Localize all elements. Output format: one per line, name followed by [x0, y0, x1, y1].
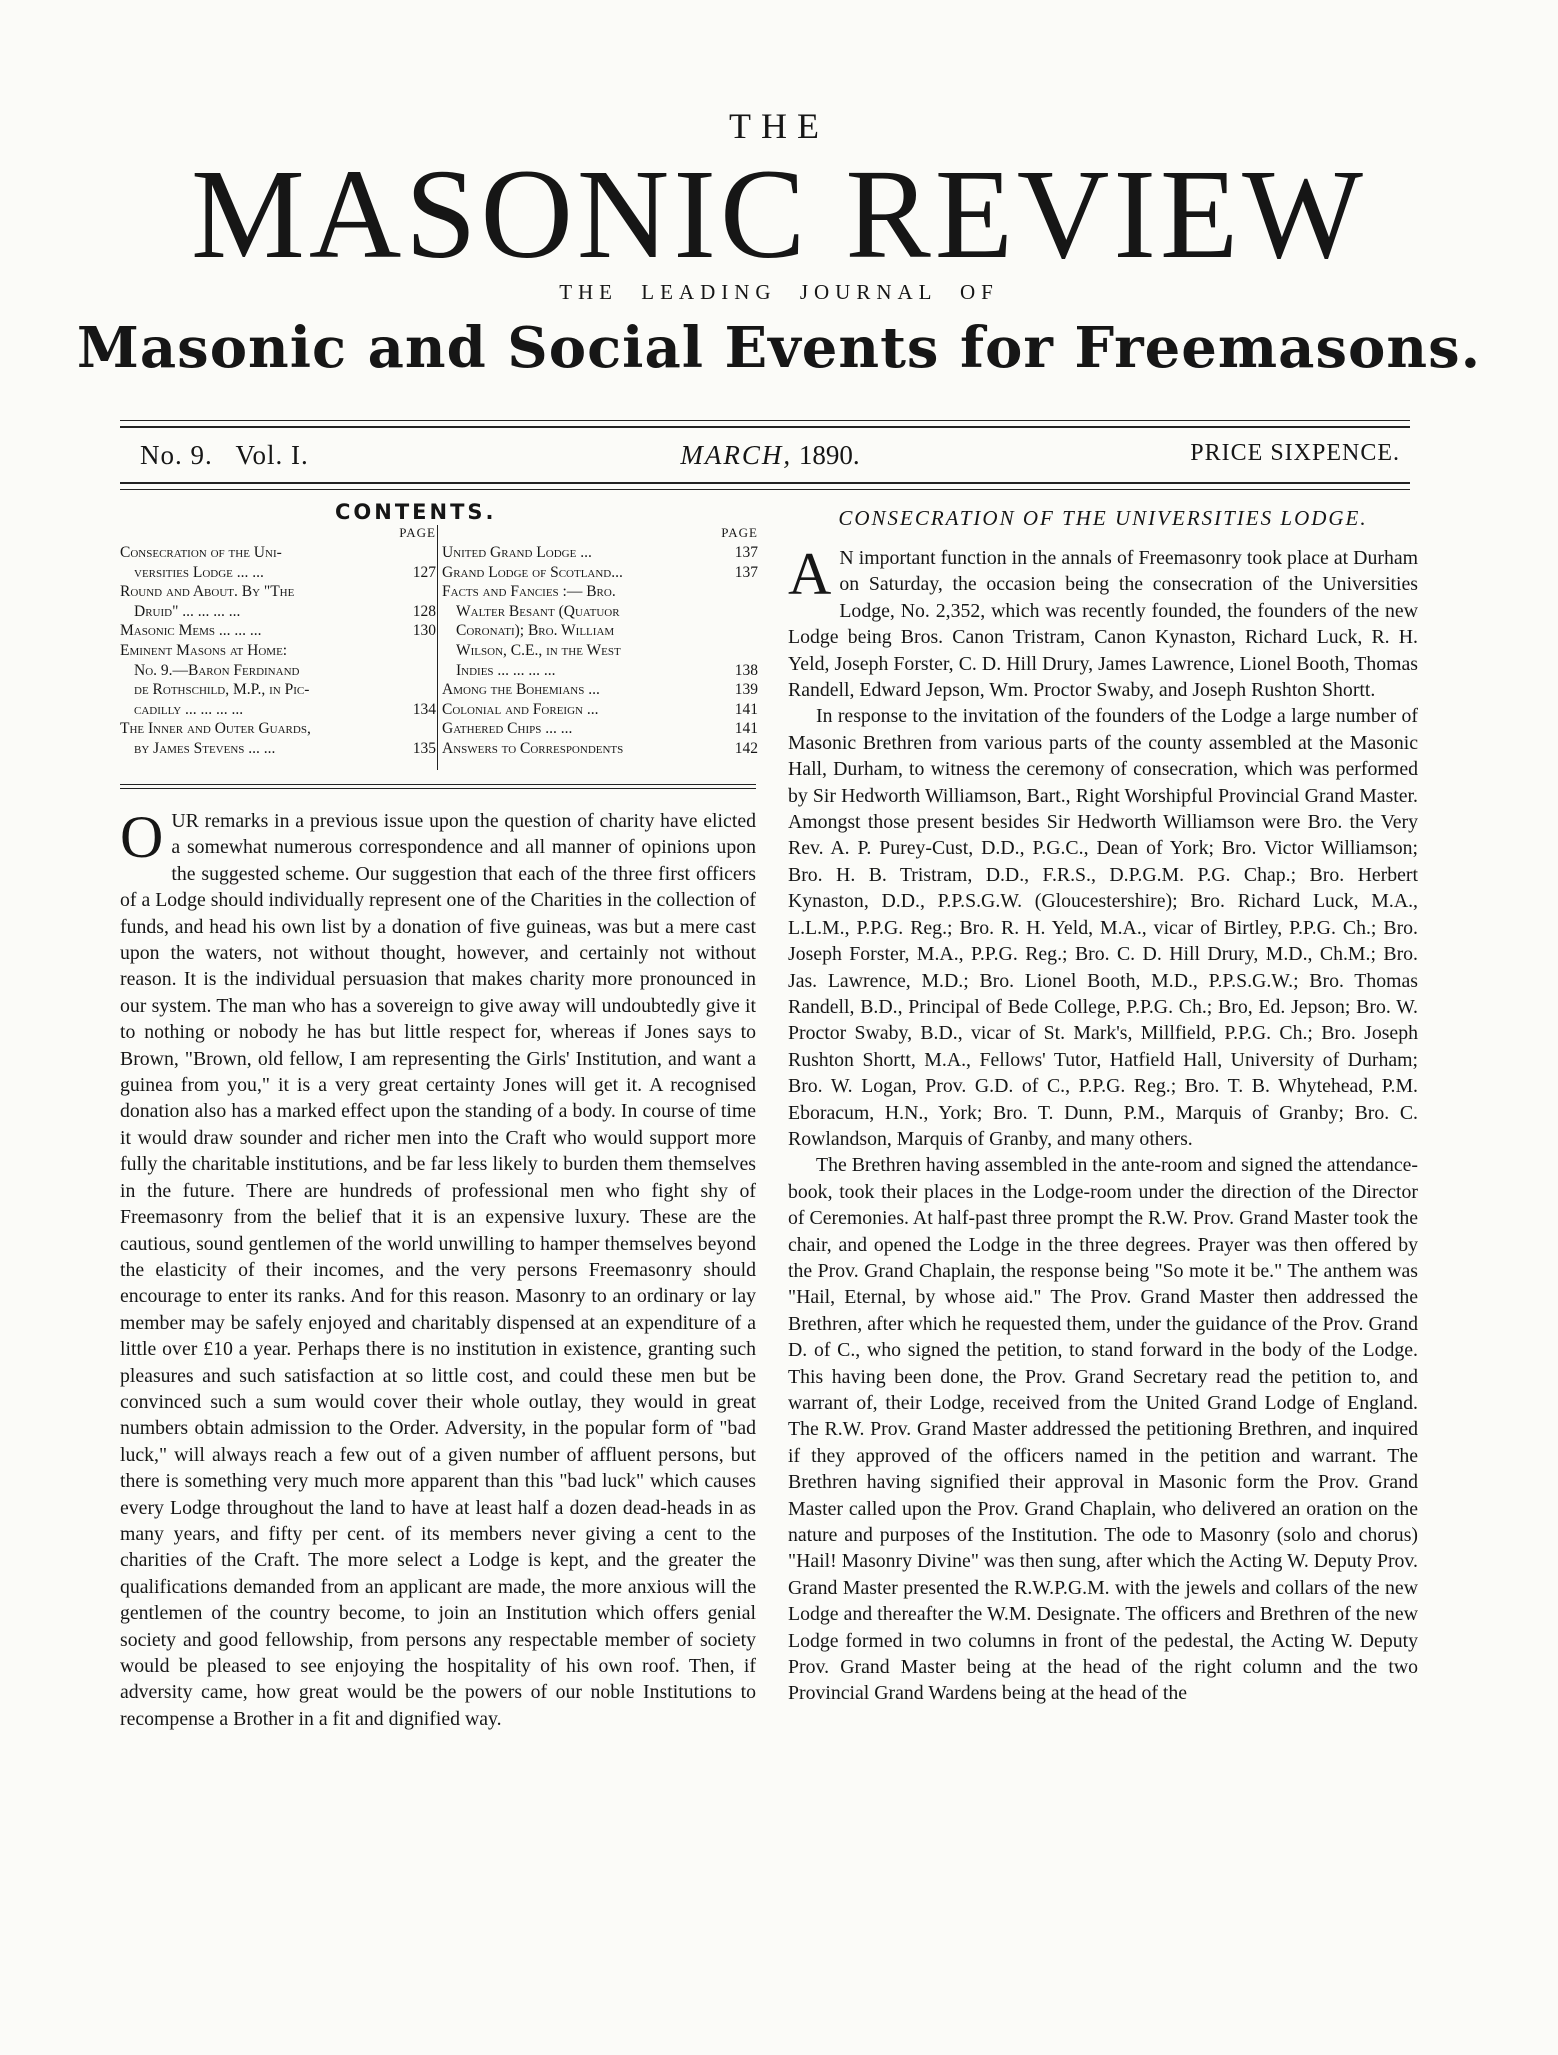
issue-rule-bottom-thin [120, 489, 1410, 490]
contents-entry [442, 582, 758, 602]
contents-entry [120, 602, 436, 622]
contents-entry [120, 582, 436, 602]
issue-month: MARCH, [680, 440, 793, 470]
contents-entry-title: versities Lodge ... ... [134, 563, 264, 581]
issue-price: PRICE SIXPENCE. [1190, 440, 1400, 466]
contents-entry [120, 680, 436, 700]
contents-entry [442, 641, 758, 661]
contents-entry [120, 621, 436, 641]
contents-entry [442, 661, 758, 681]
contents-entry [442, 739, 758, 759]
contents-entry [442, 543, 758, 563]
editorial-text: remarks in a previous issue upon the question of charity have elicted a somewhat numerous correspondence and all manner of opinions upon the suggested scheme. Our suggestion that each of the three first officers of a Lodge should individually represent one of the Charities in the collection of funds, and head his own list by a donation of five guineas, was but a mere cast upon the waters, not without thought, however, and certainly not without reason. It is the individual persuasion that makes charity more pronounced in our system. The man who has a sovereign to give away will undoubtedly give it to nothing or nobody he has but little respect for, whereas if Jones says to Brown, "Brown, old fellow, I am representing the Girls' Institution, and want a guinea from you," it is a very great certainty Jones will get it. A recognised donation also has a marked effect upon the standing of a body. In course of time it would draw sounder and richer men into the Craft who would support more fully the charitable institutions, and be far less likely to burden them themselves in the future. There are hundreds of professional men who fight shy of Freemasonry from the belief that it is an expensive luxury. These are the cautious, sound gentlemen of the world unwilling to hamper themselves beyond the elasticity of their incomes, and the very persons Freemasonry should encourage to enter its ranks. And for this reason. Masonry to an ordinary or lay member may be safely enjoyed and charitably dispensed at an expenditure of a little over £10 a year. Perhaps there is no institution in existence, granting such pleasures and such satisfaction at so little cost, and could these men but be convinced such a sum would cover their whole outlay, they would in great numbers obtain admission to the Order. Adversity, in the popular form of "bad luck," will always reach a few out of a given number of affluent persons, but there is something very much more apparent than this "bad luck" which causes every Lodge throughout the land to have at least half a dozen dead-heads in as many years, and fifty per cent. of its members never giving a cent to the charities of the Craft. The more select a Lodge is kept, and the greater the qualifications demanded from an applicant are made, the more anxious will the gentlemen of the country become, to join an Institution which offers genial society and good fellowship, from persons any respectable member of society would be pleased to see enjoying the hospitality of his own roof. Then, if adversity came, how great would be the powers of our noble Institutions to recompense a Brother in a fit and dignified way. [120, 810, 756, 1730]
contents-entry-page: 135 [410, 739, 436, 759]
contents-entry-title: Gathered Chips ... ... [442, 720, 573, 738]
article-paragraph-1 [788, 541, 1418, 703]
article-column [788, 541, 1419, 1707]
contents-entry-title: Facts and Fancies :— Bro. [442, 583, 616, 601]
editorial-paragraph [120, 804, 756, 1732]
masthead-rule-top-thick [120, 426, 1410, 428]
contents-entry [442, 719, 758, 739]
contents-entry-title: Answers to Correspondents [442, 739, 624, 757]
contents-entry-title: de Rothschild, M.P., in Pic- [134, 681, 310, 699]
masthead-title: MASONIC REVIEW [191, 143, 1367, 285]
issue-line [140, 440, 1400, 480]
contents-entry-title: The Inner and Outer Guards, [120, 720, 311, 738]
editorial-column [120, 804, 756, 1732]
contents-entry [442, 700, 758, 720]
article-paragraph-2: In response to the invitation of the founders of the Lodge a large number of Masonic Brethren from various parts of the county assembled at the Masonic Hall, Durham, to witness the ceremony of consecration, which was performed by Sir Hedworth Williamson, Bart., Right Worshipful Provincial Grand Master. Amongst those present besides Sir Hedworth Williamson were Bro. the Very Rev. A. P. Purey-Cust, D.D., P.G.C., Dean of York; Bro. Victor Williamson; Bro. H. B. Tristram, D.D., F.R.S., D.P.G.M. P.G. Chap.; Bro. Herbert Kynaston, D.D., P.P.S.G.W. (Gloucestershire); Bro. Richard Luck, M.A., L.L.M., P.P.G. Reg.; Bro. R. H. Yeld, M.A., vicar of Birtley, P.P.G. Ch.; Bro. Joseph Forster, M.A., P.P.G. Reg.; Bro. C. D. Hill Drury, M.D., Ch.M.; Bro. Jas. Lawrence, M.D.; Bro. Lionel Booth, M.D., P.P.S.G.W.; Bro. Thomas Randell, B.D., Principal of Bede College, P.P.G. Ch.; Bro, Ed. Jepson; Bro. W. Proctor Swaby, B.D., vicar of St. Mark's, Millfield, P.P.G. Ch.; Bro. Joseph Rushton Shortt, M.A., Fellows' Tutor, Hatfield Hall, University of Durham; Bro. W. Logan, Prov. G.D. of C., P.P.G. Reg.; Bro. T. B. Whytehead, P.M. Eboracum, H.N., York; Bro. T. Dunn, P.M., Marquis of Granby; Bro. C. Rowlandson, Marquis of Granby, and many others. [788, 705, 1418, 1150]
contents-entry [120, 700, 436, 720]
contents-entry-page: 127 [410, 563, 436, 583]
contents-entry [120, 543, 436, 563]
contents-entry-page: 137 [732, 563, 758, 583]
contents-entry-page: 142 [732, 739, 758, 759]
issue-volume: Vol. I. [235, 440, 309, 470]
issue-year: 1890. [798, 440, 860, 470]
contents-left-list [120, 543, 436, 759]
masthead-the: THE [729, 106, 829, 146]
contents-divider [437, 525, 438, 770]
contents-entry [120, 739, 436, 759]
contents-entry-title: Masonic Mems ... ... ... [120, 622, 262, 640]
contents-entry-title: Grand Lodge of Scotland... [442, 563, 623, 581]
contents-entry-page: 130 [410, 621, 436, 641]
contents-entry-title: Walter Besant (Quatuor [456, 602, 620, 620]
contents-entry-title: United Grand Lodge ... [442, 544, 592, 561]
masthead-rule-top-thin [120, 420, 1410, 421]
contents-entry-page: 139 [732, 680, 758, 700]
issue-rule-bottom-thick [120, 482, 1410, 484]
contents-entry [120, 563, 436, 583]
contents-page-label-right: PAGE [721, 525, 758, 540]
contents-entry-page: 134 [410, 700, 436, 720]
contents-entry-title: Colonial and Foreign ... [442, 700, 599, 718]
contents-entry-title: Eminent Masons at Home: [120, 641, 288, 659]
contents-entry-title: cadilly ... ... ... ... [134, 700, 244, 718]
contents-entry-title: Druid" ... ... ... ... [134, 602, 241, 620]
contents-entry [442, 563, 758, 583]
contents-entry [442, 621, 758, 641]
contents-entry-page: 141 [732, 700, 758, 720]
contents-entry-title: Round and About. By "The [120, 583, 295, 601]
contents-entry-title: by James Stevens ... ... [134, 739, 276, 757]
contents-title: CONTENTS. [335, 500, 497, 524]
contents-entry [120, 719, 436, 739]
contents-rule-2 [120, 788, 756, 789]
contents-entry-page: 141 [732, 719, 758, 739]
contents-entry [120, 641, 436, 661]
contents-entry-page: 138 [732, 661, 758, 681]
contents-entry-page: 128 [410, 602, 436, 622]
contents-entry [442, 680, 758, 700]
article-opening: N [839, 547, 854, 569]
contents-entry [442, 602, 758, 622]
article-drop-cap: A [788, 541, 832, 607]
contents-entry-title: Coronati); Bro. William [456, 622, 615, 640]
article-paragraph-3: The Brethren having assembled in the ante-room and signed the attendance-book, took their places in the Lodge-room under the direction of the Director of Ceremonies. At half-past three prompt the R.W. Prov. Grand Master took the chair, and opened the Lodge in the three degrees. Prayer was then offered by the Prov. Grand Chaplain, the response being "So mote it be." The anthem was "Hail, Eternal, by whose aid." The Prov. Grand Master then addressed the Brethren, after which he requested them, under the guidance of the Prov. Grand D. of C., who signed the petition, to stand forward in the body of the Lodge. This having been done, the Prov. Grand Secretary read the petition to, and warrant of, their Lodge, received from the United Grand Lodge of England. The R.W. Prov. Grand Master addressed the petitioning Brethren, and inquired if they approved of the officers named in the petition and warrant. The Brethren having signified their approval in Masonic form the Prov. Grand Master called upon the Prov. Grand Chaplain, who delivered an oration on the nature and purposes of the Institution. The ode to Masonry (solo and chorus) "Hail! Masonry Divine" was then sung, after which the Acting W. Deputy Prov. Grand Master presented the R.W.P.G.M. with the jewels and collars of the new Lodge and thereafter the W.M. Designate. The officers and Brethren of the new Lodge formed in two columns in front of the pedestal, the Acting W. Deputy Prov. Grand Master being at the head of the right column and the two Provincial Grand Wardens being at the head of the [788, 1154, 1419, 1705]
contents-entry-title: Consecration of the Uni- [120, 544, 282, 561]
contents-right-column [442, 523, 758, 759]
contents-left-column [120, 523, 436, 759]
contents-entry-title: Indies ... ... ... ... [456, 661, 556, 679]
editorial-drop-cap: O [120, 804, 164, 870]
masthead-subtitle: THE LEADING JOURNAL OF [559, 280, 999, 304]
contents-rule [120, 784, 756, 785]
contents-entry-title: Wilson, C.E., in the West [456, 641, 621, 659]
editorial-opening: UR [171, 810, 199, 832]
contents-entry [120, 661, 436, 681]
contents-entry-title: Among the Bohemians ... [442, 681, 600, 699]
issue-number-text: No. 9. [140, 440, 213, 470]
contents-entry-page: 137 [732, 543, 758, 563]
contents-right-list [442, 543, 758, 759]
article-headline: CONSECRATION OF THE UNIVERSITIES LODGE. [838, 506, 1368, 530]
masthead-tagline: Masonic and Social Events for Freemasons. [76, 315, 1482, 381]
article-text-1: important function in the annals of Freemasonry took place at Durham on Saturday, the occasion being the consecration of the Universities Lodge, No. 2,352, which was recently founded, the founders of the new Lodge being Bros. Canon Tristram, Canon Kynaston, Richard Luck, R. H. Yeld, Joseph Forster, C. D. Hill Drury, James Lawrence, Lionel Booth, Thomas Randell, Edward Jepson, Wm. Proctor Swaby, and Joseph Rushton Shortt. [788, 547, 1418, 702]
contents-page-label-left: PAGE [399, 525, 436, 540]
contents-entry-title: No. 9.—Baron Ferdinand [134, 661, 300, 679]
